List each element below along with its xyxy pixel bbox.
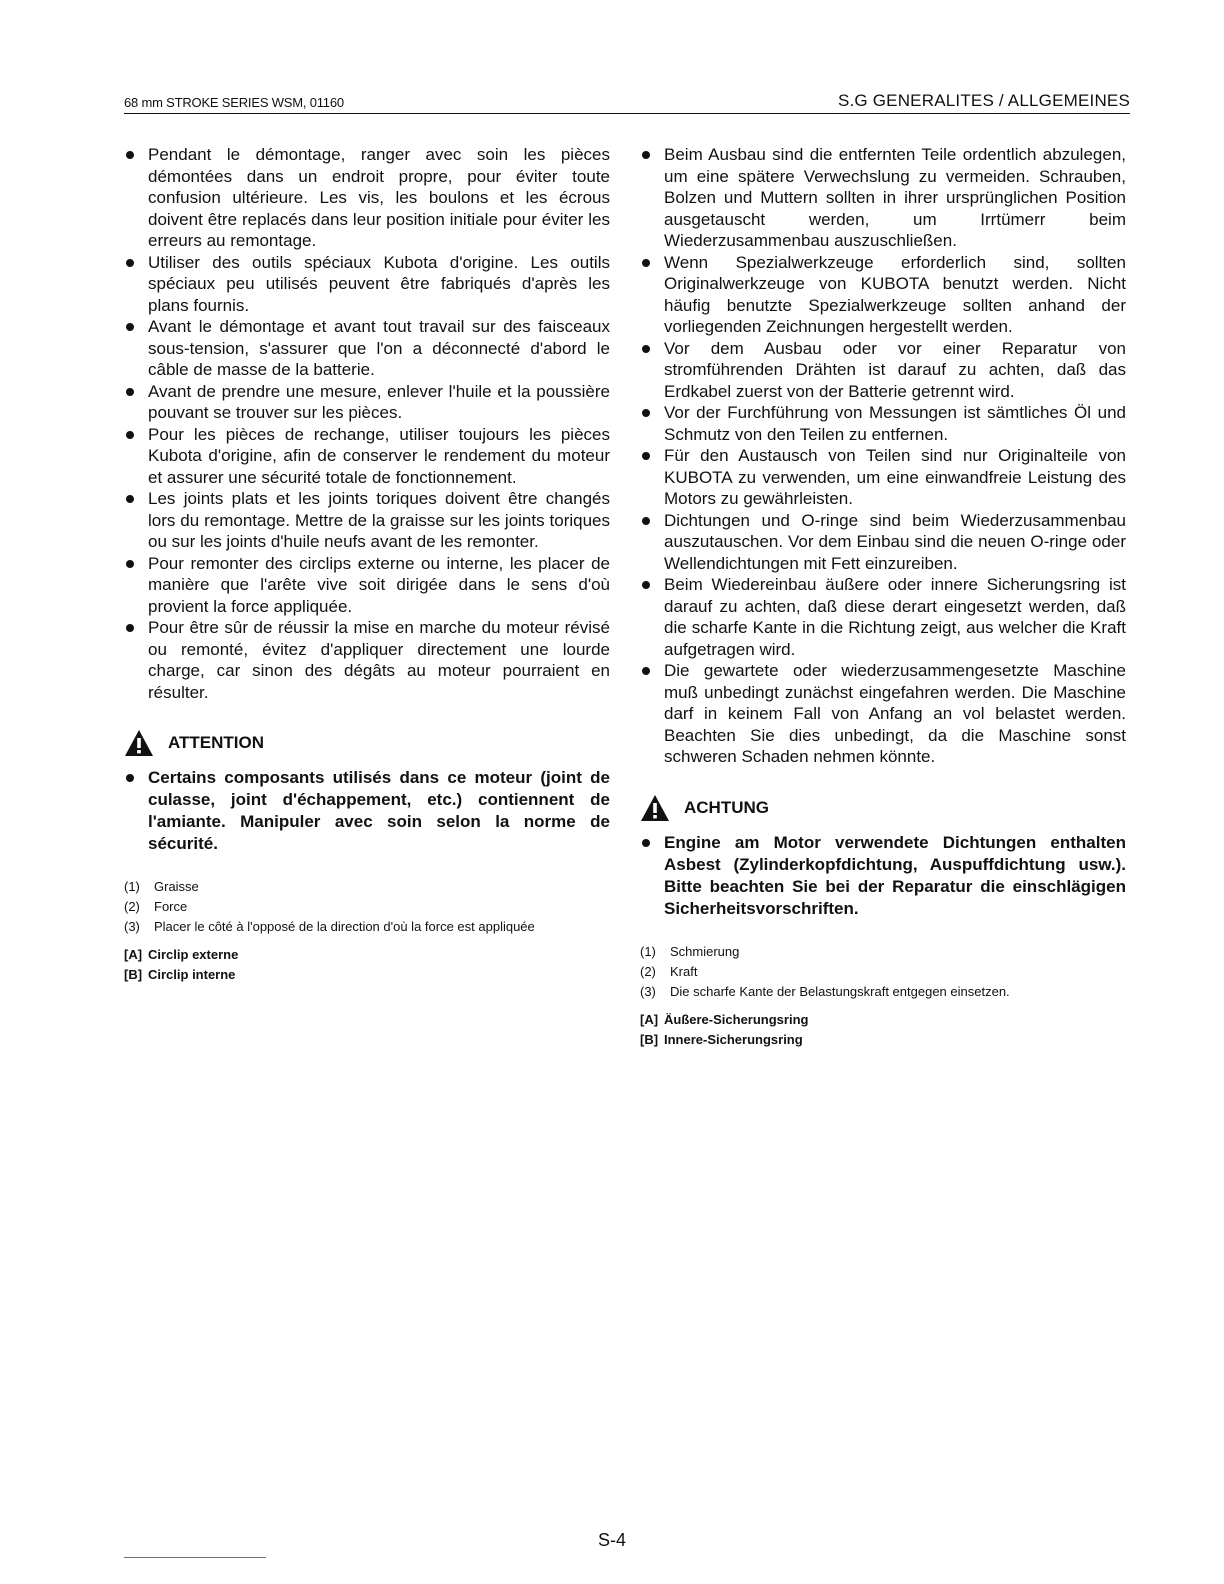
figure-legend [124, 877, 610, 937]
german-column [640, 144, 1126, 1050]
warning-title: ATTENTION [168, 733, 265, 752]
legend-item: [B] Circlip interne [124, 967, 236, 982]
bullet-icon [642, 581, 650, 589]
list-item: Pour remonter des circlips externe ou interne, les placer de manière que l'arête vive soit dirigée dans le sens d'où provient la force appliquée. [124, 553, 610, 618]
bullet-icon [126, 624, 134, 632]
bullet-icon [642, 259, 650, 267]
french-instructions-list [124, 144, 610, 703]
german-instructions-list [640, 144, 1126, 768]
legend-item: (2) Force [124, 899, 188, 914]
legend-item: (3) Die scharfe Kante der Belastungskraft entgegen einsetzen. [640, 983, 1010, 999]
legend-item: (1) Graisse [124, 879, 199, 894]
figure-letter-legend [640, 1010, 1126, 1050]
attention-list [124, 767, 610, 855]
bullet-icon [642, 517, 650, 525]
list-item: Pendant le démontage, ranger avec soin les pièces démontées dans un endroit propre, pour éviter toute confusion ultérieure. Les vis, les boulons et les écrous doivent être replacés dans leur position initiale pour éviter les erreurs au remontage. [124, 144, 610, 252]
bullet-icon [642, 452, 650, 460]
bullet-icon [642, 151, 650, 159]
bullet-icon [642, 345, 650, 353]
footer-divider [124, 1557, 266, 1558]
bullet-icon [642, 409, 650, 417]
legend-item: (3) Placer le côté à l'opposé de la direction d'où la force est appliquée [124, 919, 535, 934]
bullet-icon [126, 151, 134, 159]
bullet-icon [642, 839, 650, 847]
figure-legend [640, 942, 1126, 1002]
legend-item: [B] Innere-Sicherungsring [640, 1031, 803, 1047]
legend-item: [A] Äußere-Sicherungsring [640, 1011, 809, 1027]
achtung-list [640, 832, 1126, 920]
bullet-icon [126, 259, 134, 267]
list-item: Die gewartete oder wiederzusammengesetzte Maschine muß unbedingt zunächst eingefahren werden. Die Maschine darf in keinem Fall von Anfang an vol belastet werden. Beachten Sie dies unbedingt, da die Maschine sonst schweren Schaden nehmen könnte. [640, 660, 1126, 768]
list-item: Utiliser des outils spéciaux Kubota d'origine. Les outils spéciaux peu utilisés peuvent être fabriqués d'après les plans fournis. [124, 252, 610, 317]
legend-item: (2) Kraft [640, 963, 698, 979]
list-item: Avant de prendre une mesure, enlever l'huile et la poussière pouvant se trouver sur les pièces. [124, 381, 610, 424]
list-item: Beim Ausbau sind die entfernten Teile ordentlich abzulegen, um eine spätere Verwechslung zu vermeiden. Schrauben, Bolzen und Muttern sollten in ihrer ursprünglichen Position ausgetauscht werden, um Irrtümerr beim Wiederzusammenbau auszuschließen. [640, 144, 1126, 252]
legend-item: [A] Circlip externe [124, 947, 239, 962]
list-item: Dichtungen und O-ringe sind beim Wiederzusammenbau auszutauschen. Vor dem Einbau sind die neuen O-ringe oder Wellendichtungen mit Fett einzureiben. [640, 510, 1126, 575]
bullet-icon [126, 774, 134, 782]
list-item: Vor dem Ausbau oder vor einer Reparatur von stromführenden Drähten ist darauf zu achten, daß das Erdkabel zuerst von der Batterie getrennt wird. [640, 338, 1126, 403]
list-item: Pour être sûr de réussir la mise en marche du moteur révisé ou remonté, évitez d'appliquer directement une lourde charge, car sinon des dégâts au moteur pourraient en résulter. [124, 617, 610, 703]
bullet-icon [642, 667, 650, 675]
list-item: Wenn Spezialwerkzeuge erforderlich sind, sollten Originalwerkzeuge von KUBOTA benutzt werden. Nicht häufig benutzte Spezialwerkzeuge sollten anhand der vorliegenden Zeichnungen hergestellt werden. [640, 252, 1126, 338]
french-column [124, 144, 610, 985]
list-item: Vor der Furchführung von Messungen ist sämtliches Öl und Schmutz von den Teilen zu entfernen. [640, 402, 1126, 445]
achtung-heading [640, 794, 1126, 822]
list-item: Les joints plats et les joints toriques doivent être changés lors du remontage. Mettre de la graisse sur les joints toriques ou sur les joints d'huile neufs avant de les remonter. [124, 488, 610, 553]
bullet-icon [126, 388, 134, 396]
attention-heading [124, 729, 610, 757]
warning-triangle-icon [640, 794, 670, 822]
warning-title: ACHTUNG [684, 797, 769, 817]
list-item: Beim Wiedereinbau äußere oder innere Sicherungsring ist darauf zu achten, daß diese derart eingesetzt werden, daß die scharfe Kante in die Richtung zeigt, aus welcher die Kraft aufgetragen wird. [640, 574, 1126, 660]
legend-item: (1) Schmierung [640, 943, 740, 959]
bullet-icon [126, 495, 134, 503]
list-item: Avant le démontage et avant tout travail sur des faisceaux sous-tension, s'assurer que l'on a déconnecté d'abord le câble de masse de la batterie. [124, 316, 610, 381]
list-item: Für den Austausch von Teilen sind nur Originalteile von KUBOTA zu verwenden, um eine einwandfreie Leistung des Motors zu gewährleisten. [640, 445, 1126, 510]
header-section-title: S.G GENERALITES / ALLGEMEINES [837, 91, 1130, 110]
bullet-icon [126, 323, 134, 331]
warning-triangle-icon [124, 729, 154, 757]
header-manual-id: 68 mm STROKE SERIES WSM, 01160 [124, 95, 344, 110]
page-number: S-4 [598, 1530, 627, 1550]
bullet-icon [126, 560, 134, 568]
figure-letter-legend [124, 945, 610, 985]
list-item: Pour les pièces de rechange, utiliser toujours les pièces Kubota d'origine, afin de conserver le rendement du moteur et assurer une sécurité totale de fonctionnement. [124, 424, 610, 489]
warning-text: Certains composants utilisés dans ce moteur (joint de culasse, joint d'échappement, etc.) contiennent de l'amiante. Manipuler avec soin selon la norme de sécurité. [124, 767, 610, 855]
bullet-icon [126, 431, 134, 439]
page-header [124, 89, 1130, 114]
warning-text: Engine am Motor verwendete Dichtungen enthalten Asbest (Zylinderkopfdichtung, Auspuffdichtung usw.). Bitte beachten Sie bei der Reparatur die einschlägigen Sicherheitsvorschriften. [640, 832, 1126, 920]
